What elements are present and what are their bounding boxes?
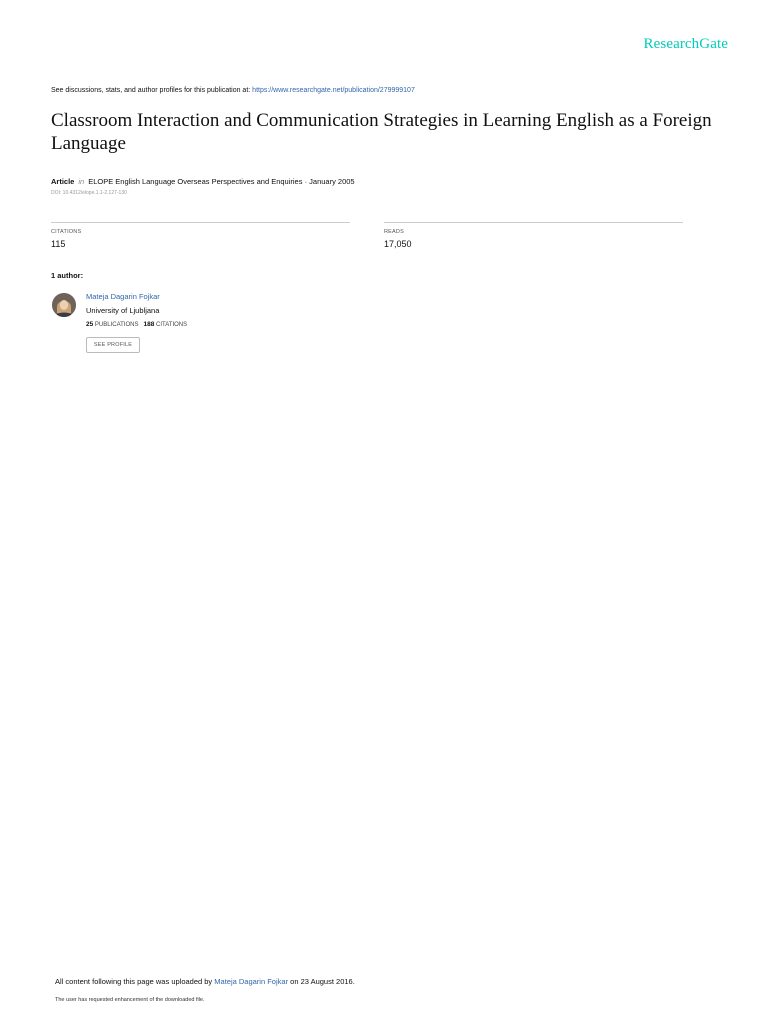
author-avatar[interactable] <box>52 293 76 317</box>
publication-venue[interactable]: ELOPE English Language Overseas Perspectives and Enquiries · January 2005 <box>88 177 355 186</box>
uploader-link[interactable]: Mateja Dagarin Fojkar <box>214 977 289 986</box>
researchgate-logo[interactable]: ResearchGate <box>643 36 728 52</box>
publication-title: Classroom Interaction and Communication Strategies in Learning English as a Foreign Language <box>51 110 712 154</box>
reads-label: READS <box>384 229 404 235</box>
reads-value: 17,050 <box>384 239 412 249</box>
see-profile-button[interactable]: SEE PROFILE <box>86 337 140 353</box>
author-citations-label: CITATIONS <box>156 322 188 328</box>
author-photo-icon <box>52 293 76 317</box>
citations-divider <box>51 222 350 223</box>
discussions-text: See discussions, stats, and author profiles for this publication at: <box>51 87 253 94</box>
upload-note <box>55 977 355 986</box>
upload-suffix: on 23 August 2016. <box>288 977 355 986</box>
author-stats <box>86 321 187 328</box>
citations-value: 115 <box>51 239 66 249</box>
author-publications-count: 25 <box>86 321 94 328</box>
in-word: in <box>78 177 85 186</box>
citations-label: CITATIONS <box>51 229 82 235</box>
author-name-link[interactable]: Mateja Dagarin Fojkar <box>86 292 160 301</box>
publication-type: Article <box>51 177 75 186</box>
enhancement-note: The user has requested enhancement of the downloaded file. <box>55 997 205 1003</box>
author-citations-count: 188 <box>143 321 155 328</box>
discussions-line <box>51 87 415 94</box>
author-publications-label: PUBLICATIONS <box>94 322 139 328</box>
upload-prefix: All content following this page was uploaded by <box>55 977 215 986</box>
authors-heading: 1 author: <box>51 271 84 280</box>
author-institution: University of Ljubljana <box>86 306 160 315</box>
reads-divider <box>384 222 683 223</box>
publication-url-link[interactable]: https://www.researchgate.net/publication/279999107 <box>252 87 415 94</box>
publication-meta <box>51 177 355 186</box>
publication-doi: DOI: 10.4312/elope.1.1-2.127-130 <box>51 190 127 196</box>
